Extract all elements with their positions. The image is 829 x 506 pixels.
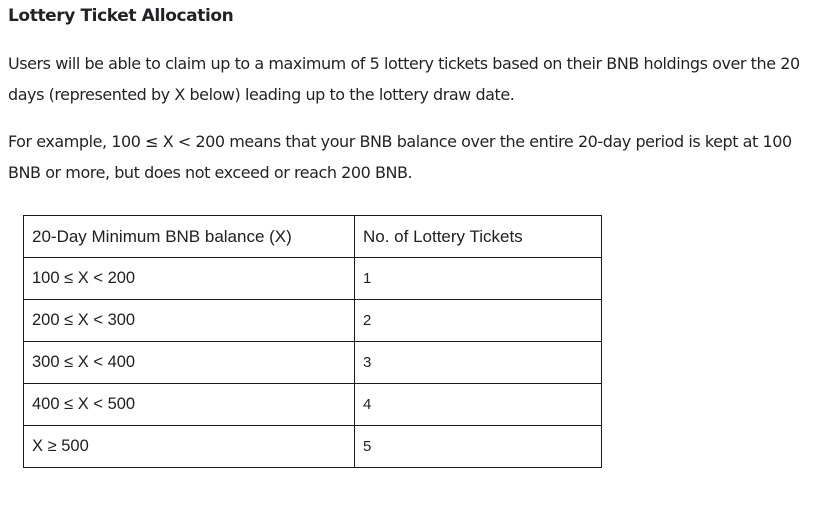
intro-paragraph: Users will be able to claim up to a maximum of 5 lottery tickets based on their BNB holdings over the 20 days (represented by X below) leading up to the lottery draw date.: [8, 54, 800, 104]
page-heading: Lottery Ticket Allocation: [8, 6, 234, 26]
column-header-balance: 20-Day Minimum BNB balance (X): [24, 216, 355, 258]
column-header-tickets: No. of Lottery Tickets: [355, 216, 602, 258]
table-row: [24, 342, 602, 384]
ticket-count-cell: 3: [355, 342, 602, 384]
allocation-table: [23, 215, 602, 468]
ticket-count-cell: 4: [355, 384, 602, 426]
table-row: [24, 426, 602, 468]
ticket-count-cell: 2: [355, 300, 602, 342]
ticket-count-cell: 1: [355, 258, 602, 300]
table-row: [24, 300, 602, 342]
table-row: [24, 258, 602, 300]
example-paragraph: For example, 100 ≤ X < 200 means that your BNB balance over the entire 20-day period is kept at 100 BNB or more, but does not exceed or reach 200 BNB.: [8, 132, 792, 182]
table-row: [24, 384, 602, 426]
balance-range-cell: 300 ≤ X < 400: [24, 342, 355, 384]
balance-range-cell: 400 ≤ X < 500: [24, 384, 355, 426]
balance-range-cell: 200 ≤ X < 300: [24, 300, 355, 342]
ticket-count-cell: 5: [355, 426, 602, 468]
table-header-row: [24, 216, 602, 258]
balance-range-cell: X ≥ 500: [24, 426, 355, 468]
balance-range-cell: 100 ≤ X < 200: [24, 258, 355, 300]
